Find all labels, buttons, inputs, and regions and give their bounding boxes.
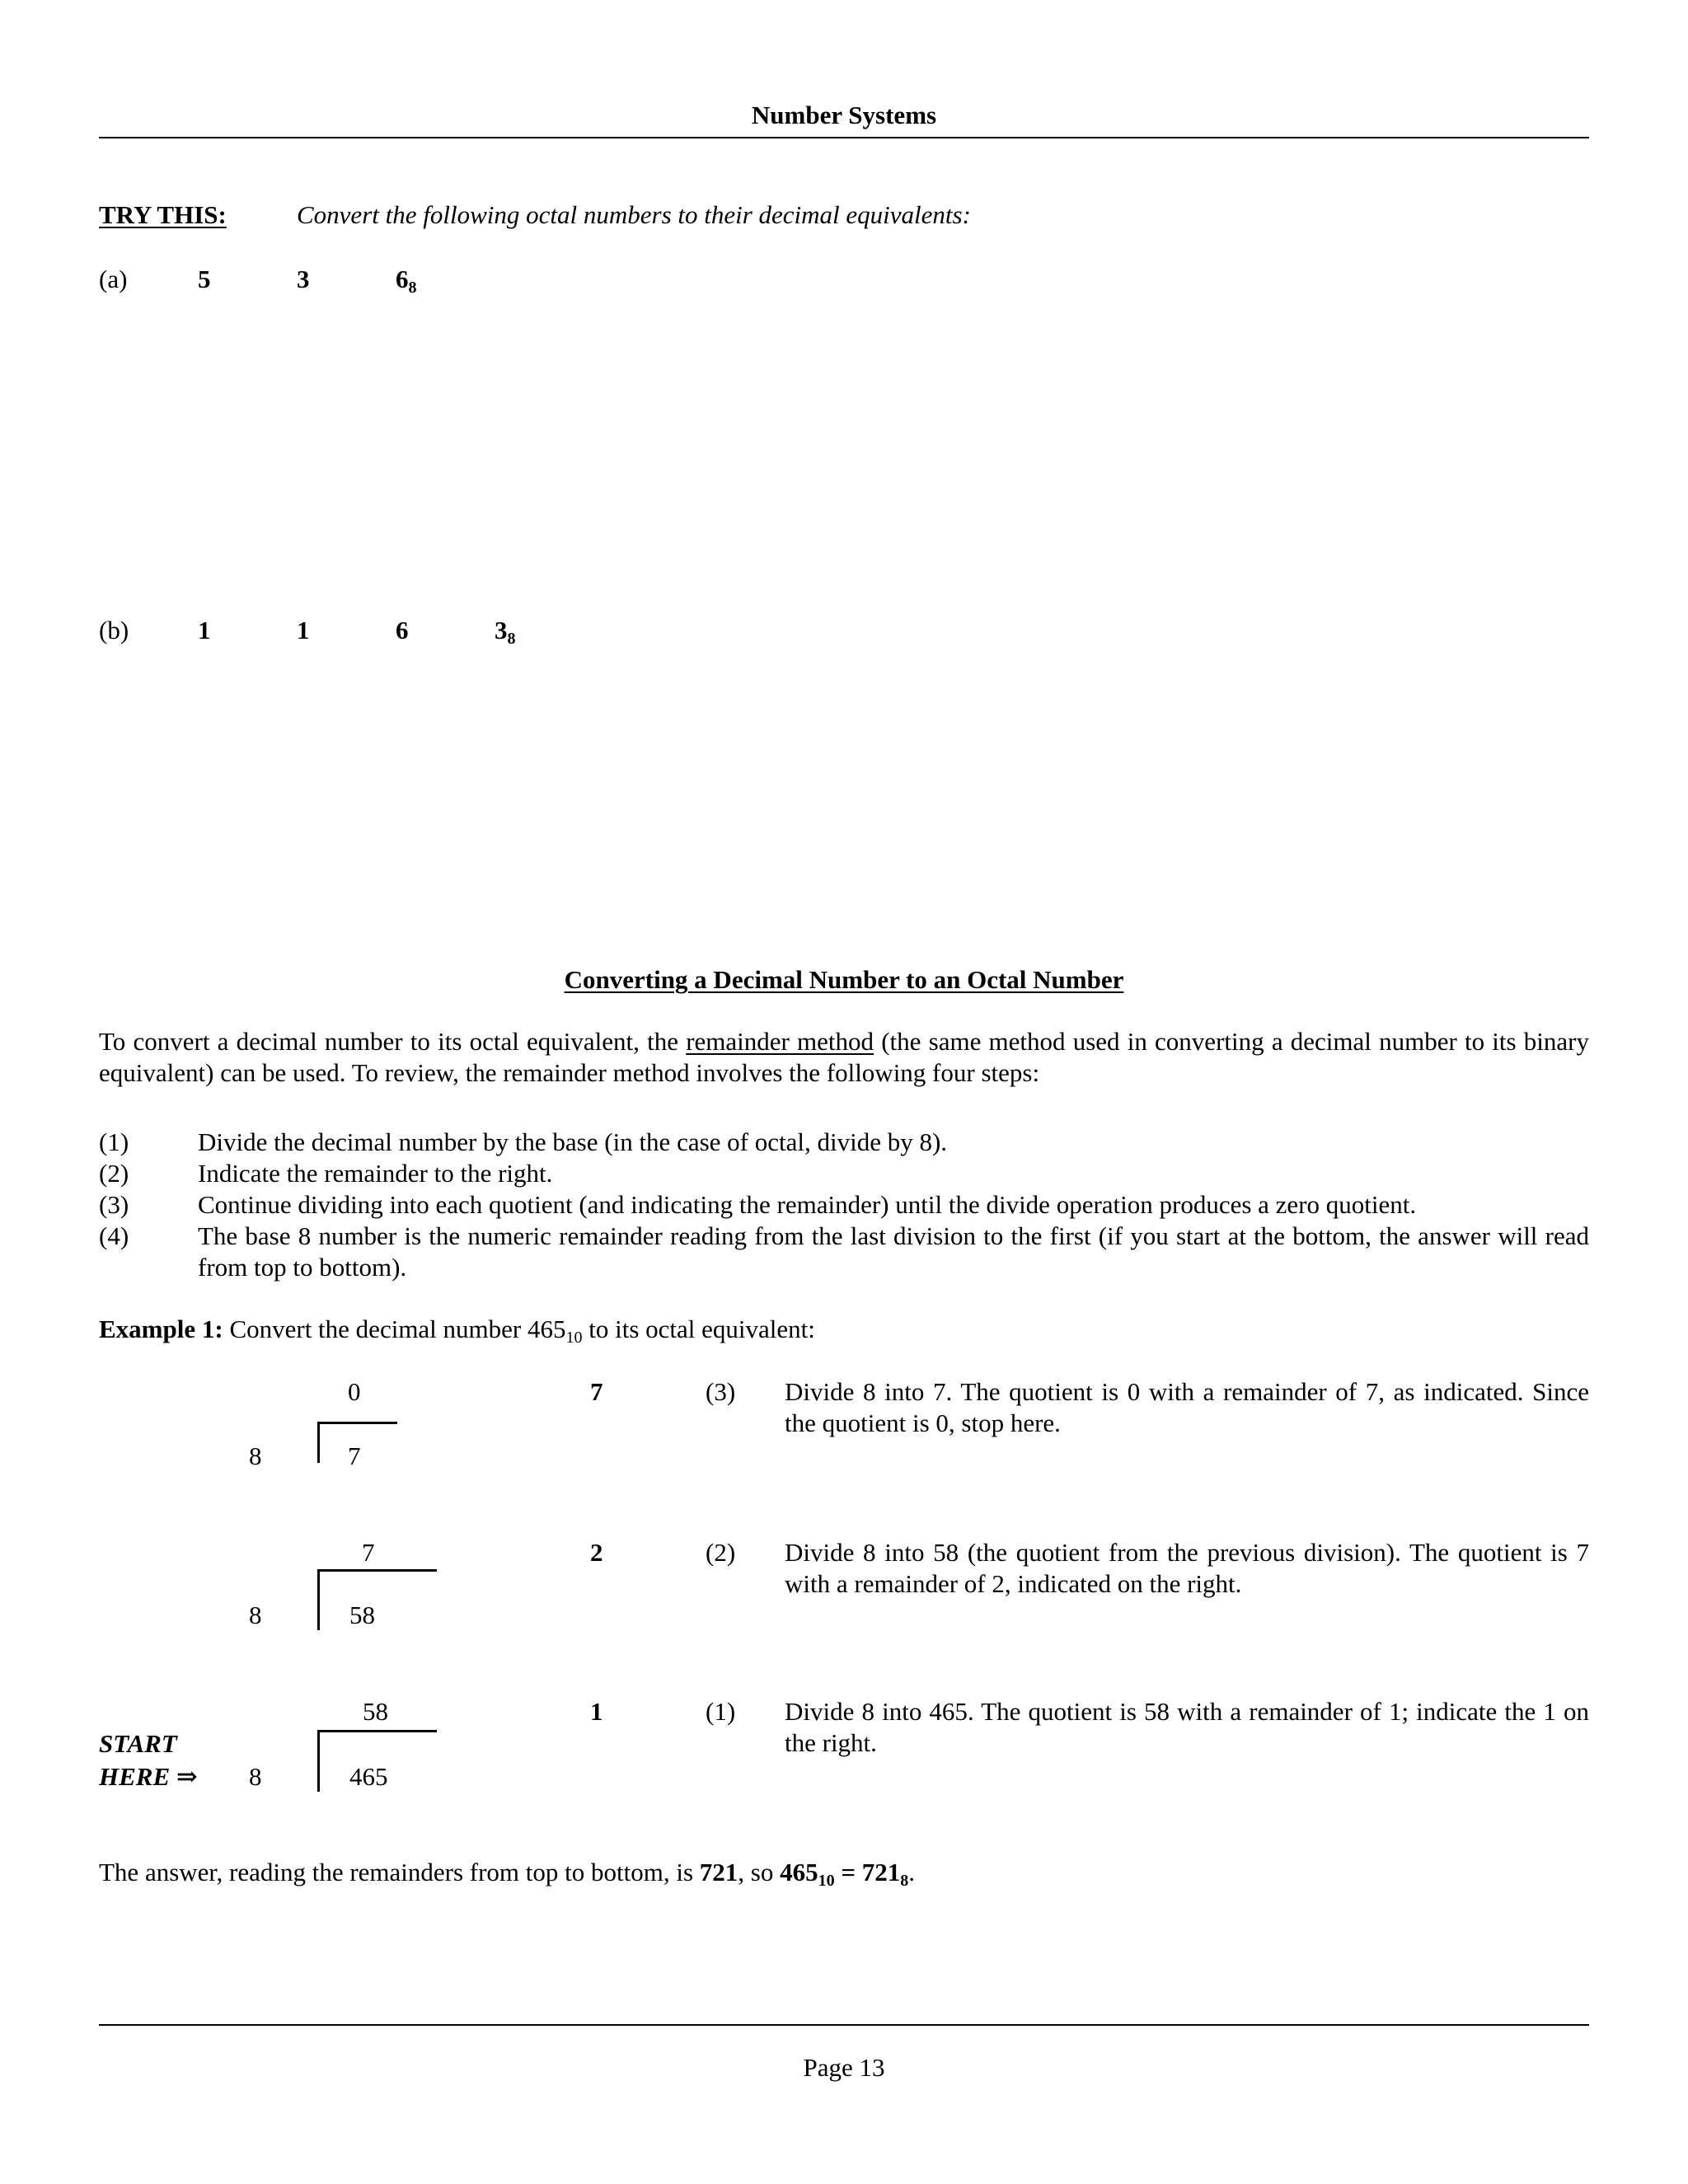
try-this-instruction: Convert the following octal numbers to their decimal equivalents: [297, 200, 971, 229]
problem-digit: 6 [396, 616, 409, 644]
remainder-method-term: remainder method [686, 1027, 874, 1056]
try-this-label: TRY THIS: [99, 200, 227, 229]
step-label: (3) [706, 1377, 736, 1406]
quotient: 58 [363, 1697, 388, 1726]
intro-text: (the same method used in converting a decimal number to its binary equivalent) can be used. To review, the remainder method involves the following four steps: [99, 1027, 1589, 1087]
step-number: (2) [99, 1159, 129, 1188]
problem-digit [396, 264, 417, 297]
step-text: Continue dividing into each quotient (and indicating the remainder) until the divide operation produces a zero quotient. [198, 1190, 1417, 1219]
division-bar [317, 1569, 437, 1572]
step-label: (2) [706, 1538, 736, 1567]
footer-rule [99, 2024, 1589, 2026]
problem-digit: 3 [297, 265, 310, 293]
problem-digit: 5 [198, 265, 211, 293]
division-bracket [317, 1422, 320, 1463]
problem-digit: 1 [297, 616, 310, 644]
base-subscript: 10 [565, 1329, 583, 1347]
division-bar [317, 1730, 437, 1732]
base-subscript: 8 [408, 279, 417, 297]
decimal-value: 465 [780, 1858, 818, 1886]
intro-paragraph [99, 1026, 1589, 1089]
division-bar [317, 1422, 397, 1424]
division-bracket [317, 1569, 320, 1630]
section-title: Converting a Decimal Number to an Octal Number [564, 965, 1124, 994]
problem-label: (a) [99, 265, 128, 293]
answer-text: . [908, 1858, 916, 1886]
problem-digit: 1 [198, 616, 211, 644]
page-header-title: Number Systems [751, 101, 937, 129]
divisor: 8 [249, 1601, 262, 1629]
quotient: 0 [348, 1377, 361, 1406]
step-text: Indicate the remainder to the right. [198, 1159, 553, 1188]
digit-value: 6 [396, 265, 409, 293]
start-here-label: START [99, 1729, 177, 1758]
start-here-arrow: HERE ⇒ [99, 1762, 198, 1791]
example-text: to its octal equivalent: [582, 1315, 815, 1343]
answer-value: 721 [699, 1858, 738, 1886]
step-number: (3) [99, 1190, 129, 1219]
page-number: Page 13 [803, 2053, 885, 2082]
problem-label: (b) [99, 616, 129, 644]
dividend: 465 [349, 1762, 388, 1791]
base-subscript: 8 [900, 1872, 909, 1890]
step-description: Divide 8 into 58 (the quotient from the previous division). The quotient is 7 with a remainder of 2, indicated on the right. [785, 1538, 1589, 1598]
step-text: Divide the decimal number by the base (in the case of octal, divide by 8). [198, 1127, 948, 1156]
remainder: 2 [590, 1538, 603, 1567]
dividend: 7 [348, 1441, 361, 1470]
example-text: Convert the decimal number 465 [223, 1315, 566, 1343]
quotient: 7 [362, 1538, 375, 1567]
step-description: Divide 8 into 465. The quotient is 58 with a remainder of 1; indicate the 1 on the right. [785, 1697, 1589, 1757]
step-text: The base 8 number is the numeric remainder reading from the last division to the first (if you start at the bottom, the answer will read from top to bottom). [198, 1221, 1589, 1282]
divisor: 8 [249, 1762, 262, 1791]
answer-sentence [99, 1857, 916, 1890]
digit-value: 3 [495, 616, 508, 644]
division-bracket [317, 1730, 320, 1792]
problem-digit [495, 615, 516, 648]
example-heading [99, 1314, 815, 1347]
header-rule [99, 137, 1589, 138]
answer-equation [780, 1858, 909, 1890]
remainder: 1 [590, 1697, 603, 1726]
base-subscript: 10 [818, 1872, 835, 1890]
intro-text: To convert a decimal number to its octal equivalent, the [99, 1027, 687, 1056]
step-label: (1) [706, 1697, 736, 1726]
answer-text: , so [738, 1858, 781, 1886]
answer-text: The answer, reading the remainders from top to bottom, is [99, 1858, 700, 1886]
step-number: (4) [99, 1221, 129, 1250]
base-subscript: 8 [507, 630, 516, 648]
octal-value: = 721 [834, 1858, 901, 1886]
example-label: Example 1: [99, 1315, 223, 1343]
dividend: 58 [349, 1601, 375, 1629]
remainder: 7 [590, 1377, 603, 1406]
step-description: Divide 8 into 7. The quotient is 0 with a remainder of 7, as indicated. Since the quotient is 0, stop here. [785, 1377, 1589, 1437]
step-number: (1) [99, 1127, 129, 1156]
divisor: 8 [249, 1441, 262, 1470]
